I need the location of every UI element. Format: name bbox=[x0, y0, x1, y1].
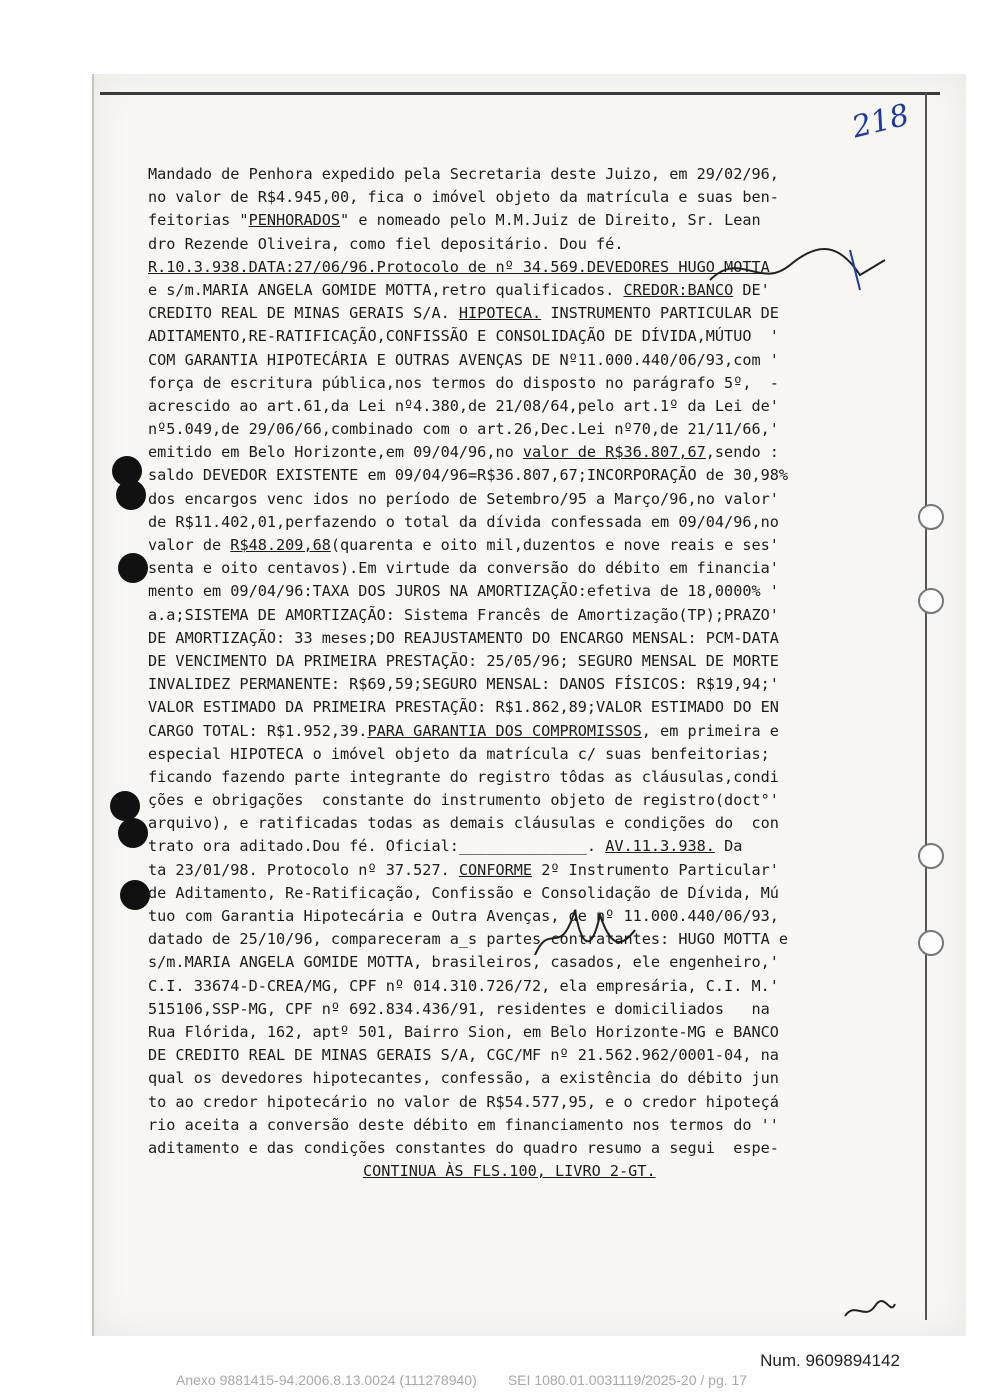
text-segment: senta e oito centavos).Em virtude da conversão do débito em financia' bbox=[148, 559, 779, 578]
underlined-text: HIPOTECA. bbox=[458, 304, 542, 323]
text-segment: dro Rezende Oliveira, como fiel depositário. Dou fé. bbox=[148, 234, 624, 253]
punch-hole bbox=[118, 553, 148, 583]
punch-hole bbox=[110, 791, 140, 821]
text-line bbox=[148, 1021, 888, 1044]
text-line bbox=[148, 951, 888, 974]
text-line bbox=[148, 349, 888, 372]
text-segment: rio aceita a conversão deste débito em financiamento nos termos do '' bbox=[148, 1115, 779, 1134]
text-line bbox=[148, 882, 888, 905]
text-segment: C.I. 33674-D-CREA/MG, CPF nº 014.310.726/72, ela empresária, C.I. M.' bbox=[148, 976, 779, 995]
punch-hole bbox=[120, 880, 150, 910]
text-segment: CREDITO REAL DE MINAS GERAIS S/A. bbox=[148, 304, 459, 323]
text-segment: a.a;SISTEMA DE AMORTIZAÇÃO: Sistema Francês de Amortização(TP);PRAZO' bbox=[148, 605, 779, 624]
text-line bbox=[148, 673, 888, 696]
text-segment: INSTRUMENTO PARTICULAR DE bbox=[541, 304, 779, 323]
text-line bbox=[148, 534, 888, 557]
text-segment: aditamento e das condições constantes do quadro resumo a segui espe- bbox=[148, 1138, 779, 1157]
text-segment: DE CREDITO REAL DE MINAS GERAIS S/A, CGC/MF nº 21.562.962/0001-04, na bbox=[148, 1046, 779, 1065]
text-segment: DE' bbox=[733, 280, 770, 299]
text-segment: mento em 09/04/96:TAXA DOS JUROS NA AMORTIZAÇÃO:efetiva de 18,0000% ' bbox=[148, 582, 779, 601]
text-segment: DE AMORTIZAÇÃO: 33 meses;DO REAJUSTAMENTO DO ENCARGO MENSAL: PCM-DATA bbox=[148, 628, 779, 647]
text-line bbox=[148, 1067, 888, 1090]
text-segment: ficando fazendo parte integrante do registro tôdas as cláusulas,condi bbox=[148, 767, 779, 786]
underlined-text: CONFORME bbox=[458, 860, 533, 879]
text-segment: de R$11.402,01,perfazendo o total da dívida confessada em 09/04/96,no bbox=[148, 512, 779, 531]
text-segment: dos encargos venc idos no período de Setembro/95 a Março/96,no valor' bbox=[148, 489, 779, 508]
text-line bbox=[148, 256, 888, 279]
text-segment: 515106,SSP-MG, CPF nº 692.834.436/91, residentes e domiciliados na bbox=[148, 999, 770, 1018]
text-line bbox=[148, 650, 888, 673]
text-segment: tuo com Garantia Hipotecária e Outra Avenças, de nº 11.000.440/06/93, bbox=[148, 907, 779, 925]
text-segment: força de escritura pública,nos termos do disposto no parágrafo 5º, - bbox=[148, 373, 779, 392]
text-segment: s/m.MARIA ANGELA GOMIDE MOTTA, brasileiros, casados, ele engenheiro,' bbox=[148, 953, 779, 972]
annex-reference: Anexo 9881415-94.2006.8.13.0024 (111278940) SEI 1080.01.0031119/2025-20 / pg. 17 bbox=[176, 1372, 748, 1388]
binder-ring bbox=[918, 588, 944, 614]
text-segment: COM GARANTIA HIPOTECÁRIA E OUTRAS AVENÇAS DE Nº11.000.440/06/93,com ' bbox=[148, 350, 779, 369]
text-line bbox=[148, 905, 888, 928]
underlined-text: PENHORADOS bbox=[248, 211, 341, 230]
text-segment: (quarenta e oito mil,duzentos e nove reais e ses' bbox=[330, 536, 779, 554]
page-number-handwritten: 218 bbox=[848, 97, 913, 146]
text-line bbox=[148, 627, 888, 650]
punch-hole bbox=[116, 480, 146, 510]
text-segment: arquivo), e ratificadas todas as demais cláusulas e condições do con bbox=[148, 814, 779, 833]
text-segment: valor de bbox=[148, 536, 231, 554]
text-line bbox=[148, 441, 888, 464]
continuation-text: CONTINUA ÀS FLS.100, LIVRO 2-GT. bbox=[363, 1162, 656, 1181]
text-line bbox=[148, 720, 888, 743]
document-body bbox=[148, 163, 888, 1183]
underlined-text: valor de R$36.807,67 bbox=[522, 443, 706, 462]
text-line bbox=[148, 395, 888, 418]
text-segment: ______________. bbox=[458, 837, 597, 856]
underlined-text: CREDOR:BANCO bbox=[623, 280, 734, 299]
text-line bbox=[148, 975, 888, 998]
text-segment: CARGO TOTAL: R$1.952,39. bbox=[148, 721, 368, 740]
text-segment: trato ora aditado.Dou fé. Oficial: bbox=[148, 837, 459, 856]
text-segment: de Aditamento, Re-Ratificação, Confissão e Consolidação de Dívida, Mú bbox=[148, 883, 779, 902]
text-segment: VALOR ESTIMADO DA PRIMEIRA PRESTAÇÃO: R$1.862,89;VALOR ESTIMADO DO EN bbox=[148, 698, 779, 717]
text-line bbox=[148, 859, 888, 882]
text-line bbox=[148, 488, 888, 511]
text-line bbox=[148, 1091, 888, 1114]
punch-hole bbox=[118, 818, 148, 848]
text-segment: ADITAMENTO,RE-RATIFICAÇÃO,CONFISSÃO E CONSOLIDAÇÃO DE DÍVIDA,MÚTUO ' bbox=[148, 327, 779, 346]
underlined-text: PARA GARANTIA DOS COMPROMISSOS bbox=[367, 721, 642, 740]
text-segment: DE VENCIMENTO DA PRIMEIRA PRESTAÇÃO: 25/05/96; SEGURO MENSAL DE MORTE bbox=[148, 651, 779, 670]
text-line bbox=[148, 186, 888, 209]
text-line bbox=[148, 812, 888, 835]
text-segment: no valor de R$4.945,00, fica o imóvel objeto da matrícula e suas ben- bbox=[148, 188, 779, 207]
binder-ring bbox=[918, 843, 944, 869]
text-segment: " e nomeado pelo M.M.Juiz de Direito, Sr. Lean bbox=[340, 211, 761, 230]
text-segment: nº5.049,de 29/06/66,combinado com o art.26,Dec.Lei nº70,de 21/11/66,' bbox=[148, 420, 779, 439]
text-segment: datado de 25/10/96, compareceram a_s partes contratantes: HUGO MOTTA e bbox=[148, 930, 789, 949]
text-line bbox=[148, 998, 888, 1021]
text-line bbox=[148, 743, 888, 766]
text-segment: qual os devedores hipotecantes, confessão, a existência do débito jun bbox=[148, 1069, 779, 1088]
continuation-note bbox=[148, 1160, 888, 1183]
text-line bbox=[148, 835, 888, 858]
text-segment: acrescido ao art.61,da Lei nº4.380,de 21/08/64,pelo art.1º da Lei de' bbox=[148, 396, 779, 415]
underlined-text: R.10.3.938.DATA:27/06/96.Protocolo de nº 34.569.DEVEDORES HUGO MOTTA bbox=[148, 257, 770, 276]
binder-ring bbox=[918, 504, 944, 530]
text-segment: ta 23/01/98. Protocolo nº 37.527. bbox=[148, 860, 459, 879]
margin-rule bbox=[925, 92, 927, 1320]
text-segment: feitorias " bbox=[148, 211, 249, 230]
text-line bbox=[148, 279, 888, 302]
top-rule bbox=[100, 92, 940, 95]
text-line bbox=[148, 789, 888, 812]
text-segment: INVALIDEZ PERMANENTE: R$69,59;SEGURO MENSAL: DANOS FÍSICOS: R$19,94;' bbox=[148, 675, 779, 694]
text-line bbox=[148, 302, 888, 325]
text-segment: e s/m.MARIA ANGELA GOMIDE MOTTA,retro qualificados. bbox=[148, 280, 624, 299]
text-line bbox=[148, 464, 888, 487]
text-line bbox=[148, 1044, 888, 1067]
underlined-text: AV.11.3.938. bbox=[605, 837, 715, 856]
text-segment: emitido em Belo Horizonte,em 09/04/96,no bbox=[148, 443, 523, 462]
text-segment: Da bbox=[714, 837, 743, 856]
text-segment: ções e obrigações constante do instrumento objeto de registro(doct°' bbox=[148, 791, 779, 810]
text-line bbox=[148, 233, 888, 256]
text-line bbox=[148, 1114, 888, 1137]
text-line bbox=[148, 580, 888, 603]
text-line bbox=[148, 372, 888, 395]
text-line bbox=[148, 209, 888, 232]
text-line bbox=[148, 325, 888, 348]
text-segment: especial HIPOTECA o imóvel objeto da matrícula c/ suas benfeitorias; bbox=[148, 744, 770, 763]
text-line bbox=[148, 511, 888, 534]
text-segment: 2º Instrumento Particular' bbox=[532, 860, 779, 879]
text-line bbox=[148, 1137, 888, 1160]
text-line bbox=[148, 604, 888, 627]
text-segment: ,sendo : bbox=[705, 443, 779, 462]
text-segment: saldo DEVEDOR EXISTENTE em 09/04/96=R$36.807,67;INCORPORAÇÃO de 30,98% bbox=[148, 466, 789, 485]
text-segment: to ao credor hipotecário no valor de R$54.577,95, e o credor hipoteçá bbox=[148, 1092, 779, 1111]
text-line bbox=[148, 928, 888, 951]
text-line bbox=[148, 557, 888, 580]
text-segment: , em primeira e bbox=[641, 721, 779, 740]
text-line bbox=[148, 696, 888, 719]
text-line bbox=[148, 418, 888, 441]
underlined-text: R$48.209,68 bbox=[230, 536, 331, 554]
text-segment bbox=[596, 837, 605, 855]
text-segment: Rua Flórida, 162, aptº 501, Bairro Sion, em Belo Horizonte-MG e BANCO bbox=[148, 1022, 779, 1041]
text-segment: Mandado de Penhora expedido pela Secretaria deste Juizo, em 29/02/96, bbox=[148, 165, 779, 183]
initials-scribble bbox=[840, 1296, 900, 1326]
binder-ring bbox=[918, 930, 944, 956]
document-number: Num. 9609894142 bbox=[760, 1351, 900, 1370]
text-line bbox=[148, 163, 888, 186]
text-line bbox=[148, 766, 888, 789]
